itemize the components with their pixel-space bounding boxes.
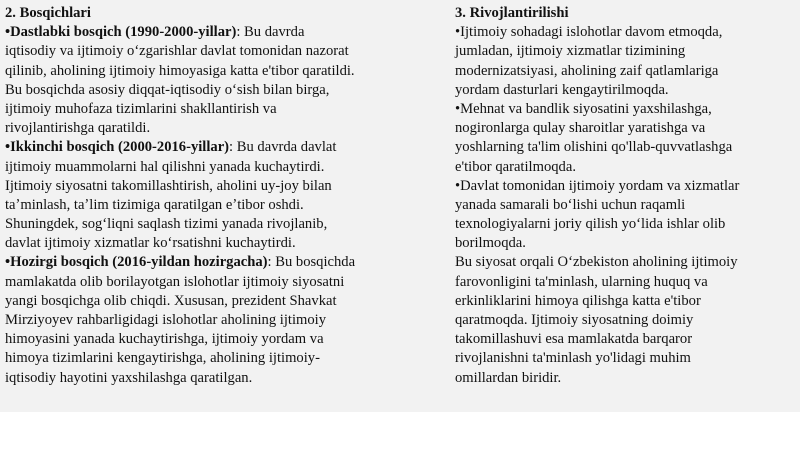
- right-line: yordam dasturlari kengaytirilmoqda.: [455, 81, 669, 98]
- right-line: erkinliklarini himoya qilishga katta e'tibor: [455, 292, 701, 309]
- paragraph-3-line: himoya tizimlarini kengaytirishga, aholining ijtimoiy-: [5, 350, 320, 367]
- right-line: yoshlarning ta'lim olishini qo'llab-quvvatlashga: [455, 139, 733, 156]
- paragraph-2-lead: •Ikkinchi bosqich (2000-2016-yillar): [5, 139, 230, 156]
- right-line: e'tibor qaratilmoqda.: [455, 158, 576, 175]
- paragraph-1-line: rivojlantirishga qaratildi.: [5, 120, 151, 137]
- right-line: nogironlarga qulay sharoitlar yaratishga va: [455, 120, 706, 137]
- right-line: texnologiyalarni joriy qilish yoʻlida ishlar olib: [455, 216, 726, 233]
- paragraph-1-lead: •Dastlabki bosqich (1990-2000-yillar): [5, 24, 237, 41]
- paragraph-1-line: ijtimoiy muhofaza tizimlarini shakllantirish va: [5, 100, 277, 117]
- paragraph-2-first-line: [5, 138, 435, 157]
- paragraph-3-lead-rest: : Bu bosqichda: [267, 254, 356, 271]
- paragraph-3-line: mamlakatda olib borilayotgan islohotlar ijtimoiy siyosatni: [5, 273, 345, 290]
- right-column: [455, 4, 795, 388]
- paragraph-2-line: taʼminlash, taʼlim tizimiga qaratilgan eʼtibor oshdi.: [5, 196, 304, 213]
- right-line: jumladan, ijtimoiy xizmatlar tizimining: [455, 43, 686, 60]
- paragraph-2-line: Shuningdek, sogʻliqni saqlash tizimi yanada rivojlanib,: [5, 216, 328, 233]
- paragraph-3-lead: •Hozirgi bosqich (2016-yildan hozirgacha): [5, 254, 268, 271]
- right-line: rivojlanishni ta'minlash yo'lidagi muhim: [455, 350, 691, 367]
- right-line: Bu siyosat orqali Oʻzbekiston aholining ijtimoiy: [455, 254, 738, 271]
- paragraph-2-line: davlat ijtimoiy xizmatlar koʻrsatishni kuchaytirdi.: [5, 235, 296, 252]
- paragraph-3-line: himoyasini yanada kuchaytirishga, ijtimoiy yordam va: [5, 331, 324, 348]
- right-line: takomillashuvi esa mamlakatda barqaror: [455, 331, 693, 348]
- left-heading: 2. Bosqichlari: [5, 5, 91, 21]
- right-heading: 3. Rivojlantirilishi: [455, 5, 569, 21]
- paragraph-2-line: Ijtimoiy siyosatni takomillashtirish, aholini uy-joy bilan: [5, 177, 332, 194]
- right-line: yanada samarali boʻlishi uchun raqamli: [455, 196, 686, 213]
- right-line: farovonligini ta'minlash, ularning huquq va: [455, 273, 708, 290]
- right-line: qaratmoqda. Ijtimoiy siyosatning doimiy: [455, 312, 694, 328]
- right-line: omillardan biridir.: [455, 369, 562, 386]
- paragraph-3-line: Mirziyoyev rahbarligidagi islohotlar aholining ijtimoiy: [5, 312, 327, 328]
- right-line: borilmoqda.: [455, 235, 526, 252]
- paragraph-2-line: ijtimoiy muammolarni hal qilishni yanada kuchaytirdi.: [5, 158, 325, 175]
- right-line: •Ijtimoiy sohadagi islohotlar davom etmoqda,: [455, 24, 723, 41]
- paragraph-1-line: iqtisodiy va ijtimoiy oʻzgarishlar davlat tomonidan nazorat: [5, 43, 349, 60]
- right-line: •Mehnat va bandlik siyosatini yaxshilashga,: [455, 100, 712, 117]
- paragraph-3-line: iqtisodiy hayotini yaxshilashga qaratilgan.: [5, 369, 253, 386]
- right-line: modernizatsiyasi, aholining zaif qatlamlariga: [455, 62, 719, 79]
- paragraph-2-lead-rest: : Bu davrda davlat: [229, 139, 337, 156]
- paragraph-3-line: yangi bosqichga olib chiqdi. Xususan, prezident Shavkat: [5, 292, 337, 309]
- paragraph-3-first-line: [5, 253, 435, 272]
- paragraph-1-line: Bu bosqichda asosiy diqqat-iqtisodiy oʻsish bilan birga,: [5, 81, 330, 98]
- right-line: •Davlat tomonidan ijtimoiy yordam va xizmatlar: [455, 177, 740, 194]
- paragraph-1-line: qilinib, aholining ijtimoiy himoyasiga katta e'tibor qaratildi.: [5, 62, 355, 79]
- paragraph-1-first-line: [5, 23, 435, 42]
- left-column: [5, 4, 435, 388]
- paragraph-1-lead-rest: : Bu davrda: [236, 24, 305, 41]
